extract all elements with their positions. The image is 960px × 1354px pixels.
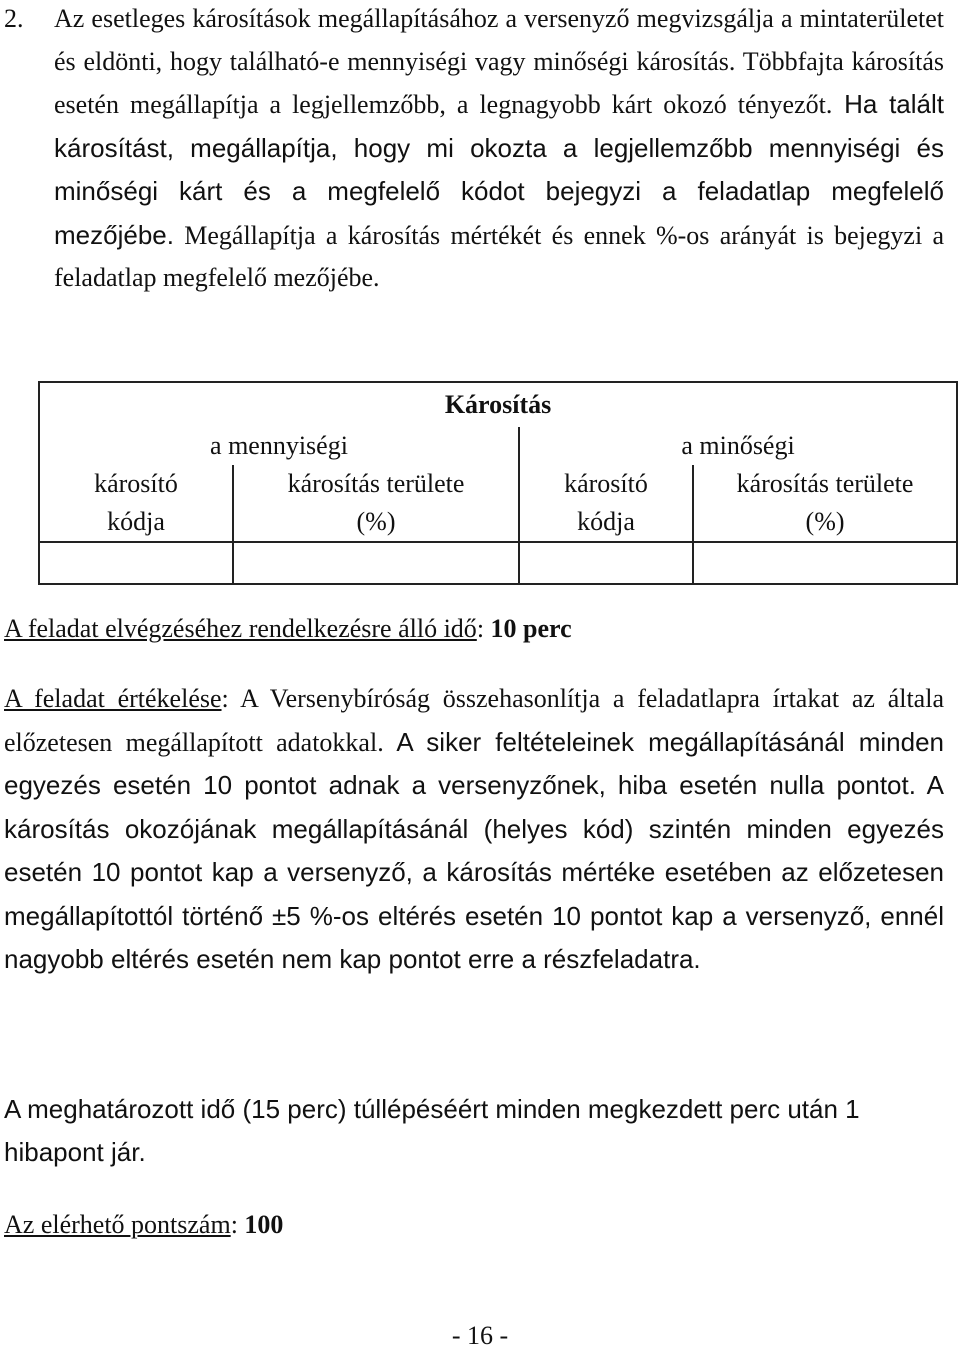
time-line: A feladat elvégzéséhez rendelkezésre álló idő: 10 perc bbox=[4, 614, 572, 643]
item-text-part-3: Megállapítja a károsítás mértékét és ennek %-os arányát is bejegyzi a feladatlap megfelelő mezőjébe. bbox=[54, 220, 944, 292]
penalty-text: A meghatározott idő (15 perc) túllépéséért minden megkezdett perc után 1 hibapont jár. bbox=[4, 1094, 860, 1167]
header-quality-area: károsítás területe (%) bbox=[693, 465, 957, 542]
item-text-part-1: Az esetleges károsítások megállapításához a versenyző megvizsgálja a mintaterületet és eldönti, hogy található-e mennyiségi vagy minőségi károsítás. Többfajta károsítás esetén megállapítja a legjellemzőbb, a legnagyobb kárt okozó tényezőt. bbox=[54, 4, 944, 119]
score-line: Az elérhető pontszám: 100 bbox=[4, 1210, 284, 1239]
penalty-paragraph bbox=[4, 1088, 944, 1173]
score-value: 100 bbox=[244, 1210, 284, 1239]
header-quantity-area: károsítás területe (%) bbox=[233, 465, 519, 542]
header-quality-code: károsító kódja bbox=[519, 465, 693, 542]
item-text bbox=[54, 0, 944, 300]
group-header-quantity: a mennyiségi bbox=[39, 427, 519, 465]
header-quantity-code: károsító kódja bbox=[39, 465, 233, 542]
group-header-quality: a minőségi bbox=[519, 427, 957, 465]
item-number: 2. bbox=[4, 4, 24, 33]
evaluation-text-1: A Versenybíróság összehasonlítja a feladatlapra írtakat az általa előzetesen megállapított adatokkal. bbox=[4, 684, 944, 757]
table-title: Károsítás bbox=[39, 382, 957, 427]
item-text-part-2: Ha talált károsítást, megállapítja, hogy mi okozta a legjellemzőbb mennyiségi és minőségi kárt és a megfelelő kódot bejegyzi a feladatlap megfelelő mezőjébe. bbox=[54, 89, 944, 250]
score-label: Az elérhető pontszám bbox=[4, 1210, 231, 1239]
input-cell-quantity-code[interactable] bbox=[39, 542, 233, 584]
task-item bbox=[4, 0, 944, 300]
time-value: 10 perc bbox=[490, 614, 572, 643]
input-cell-quality-area[interactable] bbox=[693, 542, 957, 584]
evaluation-label: A feladat értékelése bbox=[4, 684, 222, 713]
evaluation-paragraph: A feladat értékelése: A Versenybíróság összehasonlítja a feladatlapra írtakat az általa előzetesen megállapított adatokkal. A siker feltételeinek megállapításánál minden egyezés esetén 10 pontot adnak a versenyzőnek, hiba esetén nulla pontot. A károsítás okozójának megállapításánál (helyes kód) szintén minden egyezés esetén 10 pontot kap a versenyző, a károsítás mértéke esetében az előzetesen megállapítottól történő ±5 %-os eltérés esetén 10 pontot kap a versenyző, ennél nagyobb eltérés esetén nem kap pontot erre a részfeladatra. bbox=[4, 684, 944, 974]
evaluation-text-2: A siker feltételeinek megállapításánál minden egyezés esetén 10 pontot adnak a versenyzőnek, hiba esetén nulla pontot. A károsítás okozójának megállapításánál (helyes kód) szintén minden egyezés esetén 10 pontot kap a versenyző, a károsítás mértéke esetében az előzetesen megállapítottól történő ±5 %-os eltérés esetén 10 pontot kap a versenyző, ennél nagyobb eltérés esetén nem kap pontot erre a részfeladatra. bbox=[4, 726, 944, 974]
time-label: A feladat elvégzéséhez rendelkezésre álló idő bbox=[4, 614, 477, 643]
input-cell-quantity-area[interactable] bbox=[233, 542, 519, 584]
page-number: - 16 - bbox=[451, 1321, 509, 1350]
input-cell-quality-code[interactable] bbox=[519, 542, 693, 584]
damage-table bbox=[38, 381, 958, 585]
